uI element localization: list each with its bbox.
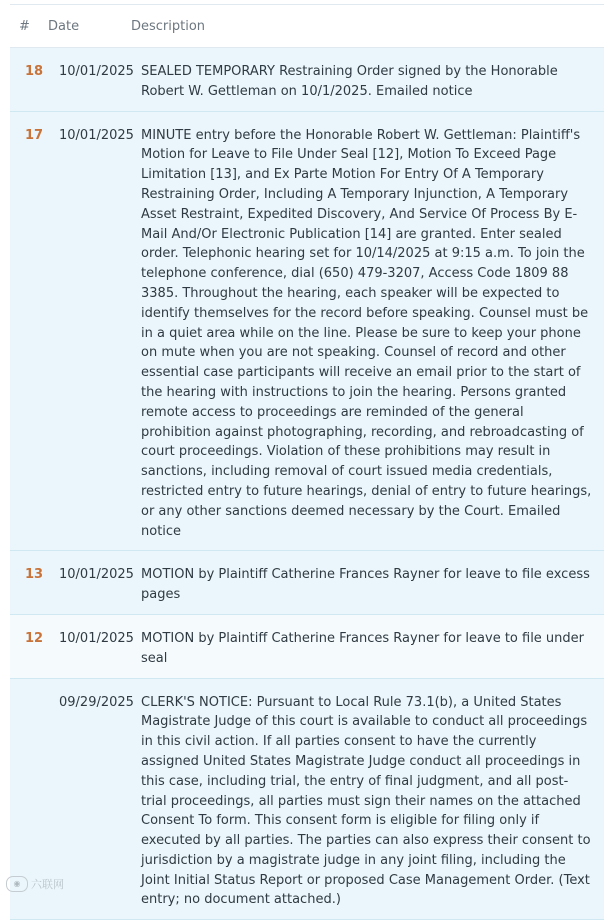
entry-date: 10/01/2025 [59,630,134,646]
entry-date: 09/29/2025 [59,694,134,710]
table-row[interactable] [10,679,604,920]
watermark [6,876,64,892]
entry-description: MOTION by Plaintiff Catherine Frances Rayner for leave to file under seal [141,630,585,666]
entry-date: 10/01/2025 [59,64,134,79]
header-date: Date [48,18,80,34]
table-row[interactable] [10,48,604,112]
entry-date: 10/01/2025 [59,567,134,583]
entry-number[interactable]: 13 [25,567,44,583]
table-row[interactable] [10,615,604,679]
header-num: # [19,18,30,34]
entry-number[interactable]: 12 [25,630,44,646]
entry-description: MOTION by Plaintiff Catherine Frances Rayner for leave to file excess pages [141,567,590,603]
table-row[interactable] [10,112,604,552]
table-row[interactable] [10,551,604,615]
docket-table [10,4,604,920]
entry-description: SEALED TEMPORARY Restraining Order signed by the Honorable Robert W. Gettleman on 10/1/2025. Emailed notice [141,64,558,99]
table-header [10,4,604,48]
entry-description: MINUTE entry before the Honorable Robert W. Gettleman: Plaintiff's Motion for Leave to File Under Seal [12], Motion To Exceed Page Limitation [13], and Ex Parte Motion For Entry Of A Temporary Restraining Order, Including A Temporary Injunction, A Temporary Asset Restraint, Expedited Discovery, And Service Of Process By E-Mail And/Or Electronic Publication [14] are granted. Enter sealed order. Telephonic hearing set for 10/14/2025 at 9:15 a.m. To join the telephone conference, dial (650) 479-3207, Access Code 1809 88 3385. Throughout the hearing, each speaker will be expected to identify themselves for the record before speaking. Counsel must be in a quiet area while on the line. Please be sure to keep your phone on mute when you are not speaking. Counsel of record and other essential case participants will receive an email prior to the start of the hearing with instructions to join the hearing. Persons granted remote access to proceedings are reminded of the general prohibition against photographing, recording, and rebroadcasting of court proceedings. Violation of these prohibitions may result in sanctions, including removal of court issued media credentials, restricted entry to future hearings, denial of entry to future hearings, or any other sanctions deemed necessary by the Court. Emailed notice [141,127,592,539]
entry-date: 10/01/2025 [59,127,134,143]
header-description: Description [131,18,206,34]
entry-number[interactable]: 17 [25,127,44,143]
watermark-text: 六联网 [31,878,64,891]
entry-number[interactable]: 18 [25,64,44,79]
watermark-logo-icon: ◉ [6,876,28,892]
entry-description: CLERK'S NOTICE: Pursuant to Local Rule 73.1(b), a United States Magistrate Judge of this court is available to conduct all proceedings in this civil action. If all parties consent to have the currently assigned United States Magistrate Judge conduct all proceedings in this case, including trial, the entry of final judgment, and all post-trial proceedings, all parties must sign their names on the attached Consent To form. This consent form is eligible for filing only if executed by all parties. The parties can also express their consent to jurisdiction by a magistrate judge in any joint filing, including the Joint Initial Status Report or proposed Case Management Order. (Text entry; no document attached.) [141,694,591,908]
